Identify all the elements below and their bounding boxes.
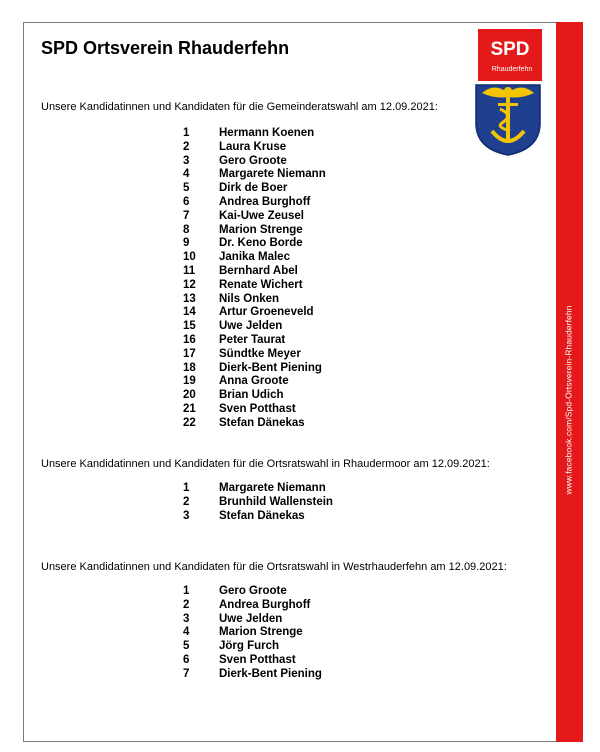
- candidate-list-westrhauderfehn: [183, 585, 322, 682]
- candidate-row: [183, 389, 326, 403]
- candidate-number: 14: [183, 306, 196, 319]
- candidate-row: [183, 320, 326, 334]
- candidate-number: 13: [183, 292, 196, 305]
- candidate-number: 1: [183, 585, 190, 597]
- candidate-number: 7: [183, 667, 190, 680]
- candidate-name: Kai-Uwe Zeusel: [219, 209, 304, 222]
- candidate-name: Dierk-Bent Piening: [219, 667, 322, 680]
- candidate-name: Dierk-Bent Piening: [219, 361, 322, 374]
- candidate-name: Anna Groote: [219, 375, 289, 388]
- candidate-row: [183, 224, 326, 238]
- candidate-row: [183, 348, 326, 362]
- candidate-number: 6: [183, 195, 190, 208]
- candidate-name: Margarete Niemann: [219, 168, 326, 181]
- facebook-link[interactable]: [562, 225, 576, 575]
- candidate-row: [183, 141, 326, 155]
- candidate-number: 16: [183, 333, 196, 346]
- candidate-name: Brian Udich: [219, 389, 284, 402]
- candidate-name: Gero Groote: [219, 585, 287, 597]
- candidate-number: 18: [183, 361, 196, 374]
- candidate-number: 22: [183, 416, 196, 429]
- candidate-row: [183, 482, 333, 496]
- candidate-name: Margarete Niemann: [219, 482, 326, 494]
- candidate-name: Artur Groeneveld: [219, 306, 314, 319]
- candidate-name: Laura Kruse: [219, 140, 287, 153]
- candidate-name: Marion Strenge: [219, 626, 303, 639]
- candidate-row: [183, 168, 326, 182]
- candidate-name: Nils Onken: [219, 292, 280, 305]
- candidate-number: 12: [183, 278, 196, 291]
- section-intro-westrhauderfehn: Unsere Kandidatinnen und Kandidaten für die Ortsratswahl in Westrhauderfehn am 12.09.2021:: [41, 561, 507, 573]
- candidate-number: 6: [183, 653, 190, 666]
- section-intro-rhaudermoor: Unsere Kandidatinnen und Kandidaten für die Ortsratswahl in Rhaudermoor am 12.09.2021:: [41, 458, 490, 470]
- candidate-name: Marion Strenge: [219, 223, 303, 236]
- candidate-row: [183, 265, 326, 279]
- candidate-row: [183, 496, 333, 510]
- candidate-number: 10: [183, 251, 196, 264]
- candidate-name: Dr. Keno Borde: [219, 237, 303, 250]
- candidate-number: 2: [183, 495, 190, 508]
- candidate-row: [183, 362, 326, 376]
- candidate-number: 19: [183, 375, 196, 388]
- candidate-row: [183, 640, 322, 654]
- candidate-row: [183, 403, 326, 417]
- candidate-number: 21: [183, 402, 196, 415]
- candidate-name: Brunhild Wallenstein: [219, 495, 333, 508]
- candidate-row: [183, 237, 326, 251]
- candidate-row: [183, 626, 322, 640]
- candidate-number: 9: [183, 237, 190, 250]
- candidate-number: 3: [183, 509, 190, 522]
- candidate-number: 20: [183, 389, 196, 402]
- candidate-number: 17: [183, 347, 196, 360]
- candidate-name: Jörg Furch: [219, 640, 280, 653]
- candidate-name: Janika Malec: [219, 251, 290, 264]
- candidate-row: [183, 210, 326, 224]
- candidate-name: Sven Potthast: [219, 653, 296, 666]
- candidate-name: Gero Groote: [219, 154, 287, 167]
- page-title: SPD Ortsverein Rhauderfehn: [41, 38, 290, 58]
- candidate-list-gemeinderat: [183, 127, 326, 431]
- candidate-row: [183, 196, 326, 210]
- candidate-row: [183, 585, 322, 599]
- candidate-name: Bernhard Abel: [219, 264, 298, 277]
- candidate-number: 4: [183, 626, 190, 639]
- candidate-row: [183, 599, 322, 613]
- candidate-row: [183, 279, 326, 293]
- candidate-row: [183, 251, 326, 265]
- spd-logo: [470, 27, 548, 157]
- candidate-row: [183, 306, 326, 320]
- candidate-row: [183, 510, 333, 524]
- candidate-number: 15: [183, 320, 196, 333]
- spd-logo-subtext: Rhauderfehn: [491, 66, 533, 73]
- candidate-number: 2: [183, 598, 190, 611]
- candidate-row: [183, 127, 326, 141]
- candidate-name: Uwe Jelden: [219, 612, 283, 625]
- coat-of-arms-icon: [476, 85, 540, 155]
- section-intro-gemeinderat: Unsere Kandidatinnen und Kandidaten für die Gemeinderatswahl am 12.09.2021:: [41, 101, 438, 113]
- candidate-row: [183, 375, 326, 389]
- spd-logo-text: SPD: [490, 39, 530, 60]
- candidate-row: [183, 334, 326, 348]
- candidate-row: [183, 668, 322, 682]
- candidate-number: 1: [183, 127, 190, 139]
- candidate-number: 1: [183, 482, 190, 494]
- candidate-number: 5: [183, 182, 190, 195]
- candidate-number: 5: [183, 640, 190, 653]
- facebook-url-text[interactable]: www.facebook.com/Spd-Ortsverein-Rhauderfehn: [564, 305, 574, 495]
- candidate-name: Uwe Jelden: [219, 320, 283, 333]
- candidate-name: Stefan Dänekas: [219, 416, 305, 429]
- candidate-name: Hermann Koenen: [219, 127, 315, 139]
- candidate-name: Renate Wichert: [219, 278, 303, 291]
- candidate-list-rhaudermoor: [183, 482, 333, 523]
- candidate-number: 4: [183, 168, 190, 181]
- candidate-row: [183, 417, 326, 431]
- candidate-row: [183, 654, 322, 668]
- candidate-number: 8: [183, 223, 190, 236]
- candidate-name: Andrea Burghoff: [219, 598, 311, 611]
- candidate-name: Peter Taurat: [219, 333, 286, 346]
- candidate-row: [183, 293, 326, 307]
- candidate-number: 11: [183, 264, 196, 277]
- candidate-name: Sven Potthast: [219, 402, 296, 415]
- candidate-name: Andrea Burghoff: [219, 195, 311, 208]
- candidate-name: Sündtke Meyer: [219, 347, 301, 360]
- candidate-number: 2: [183, 140, 190, 153]
- candidate-row: [183, 182, 326, 196]
- candidate-number: 7: [183, 209, 190, 222]
- candidate-number: 3: [183, 612, 190, 625]
- candidate-row: [183, 613, 322, 627]
- candidate-row: [183, 155, 326, 169]
- candidate-number: 3: [183, 154, 190, 167]
- candidate-name: Dirk de Boer: [219, 182, 288, 195]
- candidate-name: Stefan Dänekas: [219, 509, 305, 522]
